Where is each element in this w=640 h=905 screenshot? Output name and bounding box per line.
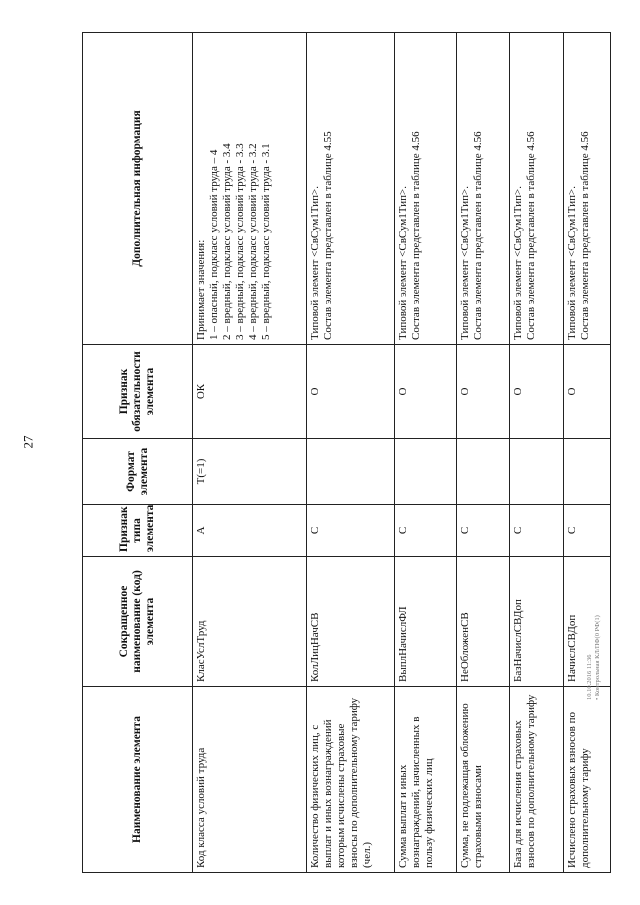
header-name: Наименование элемента	[83, 687, 193, 873]
table-row	[193, 33, 307, 873]
info-line: Типовой элемент <СвСум1Тип>.	[396, 186, 409, 340]
info-line: Состав элемента представлен в таблице 4.55	[322, 131, 334, 340]
elements-table	[82, 32, 611, 873]
info-line: Типовой элемент <СвСум1Тип>.	[309, 186, 321, 340]
cell-required: О	[510, 345, 563, 439]
cell-info	[193, 33, 307, 345]
cell-name: Количество физических лиц, с выплат и иных вознаграждений которым исчислены страховые взносы по дополнительному тарифу (чел.)	[307, 687, 395, 873]
page-number: 27	[20, 435, 36, 449]
table-header-row	[83, 33, 193, 873]
cell-name: Исчислено страховых взносов по дополнительному тарифу	[563, 687, 611, 873]
cell-info	[307, 33, 395, 345]
info-line: 3 – вредный, подкласс условий труда - 3.3	[234, 143, 246, 340]
info-line: 2 – вредный, подкласс условий труда - 3.4	[221, 143, 233, 340]
stamp-line: • Контрольная КЛ/ПФ(0 РФ(1)	[594, 615, 601, 700]
cell-name: Сумма выплат и иных вознаграждений, начисленных в пользу физических лиц	[394, 687, 456, 873]
table-row	[307, 33, 395, 873]
cell-format: Т(=1)	[193, 439, 307, 505]
info-line: Состав элемента представлен в таблице 4.56	[409, 131, 422, 340]
info-line: Типовой элемент <СвСум1Тип>.	[458, 186, 471, 340]
cell-info	[510, 33, 563, 345]
cell-required: О	[307, 345, 395, 439]
info-line: Состав элемента представлен в таблице 4.56	[578, 131, 591, 340]
cell-code: КолЛицНачСВ	[307, 557, 395, 687]
info-line: 1 – опасный, подкласс условий труда – 4	[208, 149, 220, 340]
table-row	[510, 33, 563, 873]
info-line: 5 – вредный, подкласс условий труда - 3.1	[260, 143, 272, 340]
info-line: Принимает значения:	[195, 239, 207, 340]
header-format: Формат элемента	[83, 439, 193, 505]
cell-code: ВыплНачислФЛ	[394, 557, 456, 687]
cell-required: ОК	[193, 345, 307, 439]
table-row	[456, 33, 509, 873]
cell-code: БазНачислСВДоп	[510, 557, 563, 687]
cell-required: О	[563, 345, 611, 439]
cell-format	[510, 439, 563, 505]
cell-required: О	[456, 345, 509, 439]
cell-info	[456, 33, 509, 345]
header-code: Сокращенное наименование (код) элемента	[83, 557, 193, 687]
cell-format	[456, 439, 509, 505]
stamp-line: 10.10.2016 11:36	[586, 654, 593, 700]
cell-format	[563, 439, 611, 505]
header-info: Дополнительная информация	[83, 33, 193, 345]
cell-type: С	[563, 505, 611, 557]
cell-type: А	[193, 505, 307, 557]
info-line: Состав элемента представлен в таблице 4.56	[525, 131, 538, 340]
table-row	[394, 33, 456, 873]
header-type: Признак типа элемента	[83, 505, 193, 557]
cell-required: О	[394, 345, 456, 439]
info-line: Состав элемента представлен в таблице 4.56	[471, 131, 484, 340]
cell-type: С	[307, 505, 395, 557]
header-required: Признак обязательности элемента	[83, 345, 193, 439]
info-line: 4 – вредный, подкласс условий труда - 3.2	[247, 143, 259, 340]
cell-format	[394, 439, 456, 505]
cell-code: НачислСВДоп	[563, 557, 611, 687]
cell-type: С	[456, 505, 509, 557]
cell-name: Код класса условий труда	[193, 687, 307, 873]
cell-name: База для исчисления страховых взносов по дополнительному тарифу	[510, 687, 563, 873]
cell-code: НеОбложенСВ	[456, 557, 509, 687]
cell-type: С	[394, 505, 456, 557]
info-line: Типовой элемент <СвСум1Тип>.	[565, 186, 578, 340]
cell-type: С	[510, 505, 563, 557]
cell-info	[563, 33, 611, 345]
cell-format	[307, 439, 395, 505]
rotated-table-container	[82, 33, 611, 873]
table-row	[563, 33, 611, 873]
cell-code: КласУслТруд	[193, 557, 307, 687]
cell-name: Сумма, не подлежащая обложению страховыми взносами	[456, 687, 509, 873]
info-line: Типовой элемент <СвСум1Тип>.	[512, 186, 525, 340]
document-stamp	[586, 550, 602, 700]
cell-info	[394, 33, 456, 345]
